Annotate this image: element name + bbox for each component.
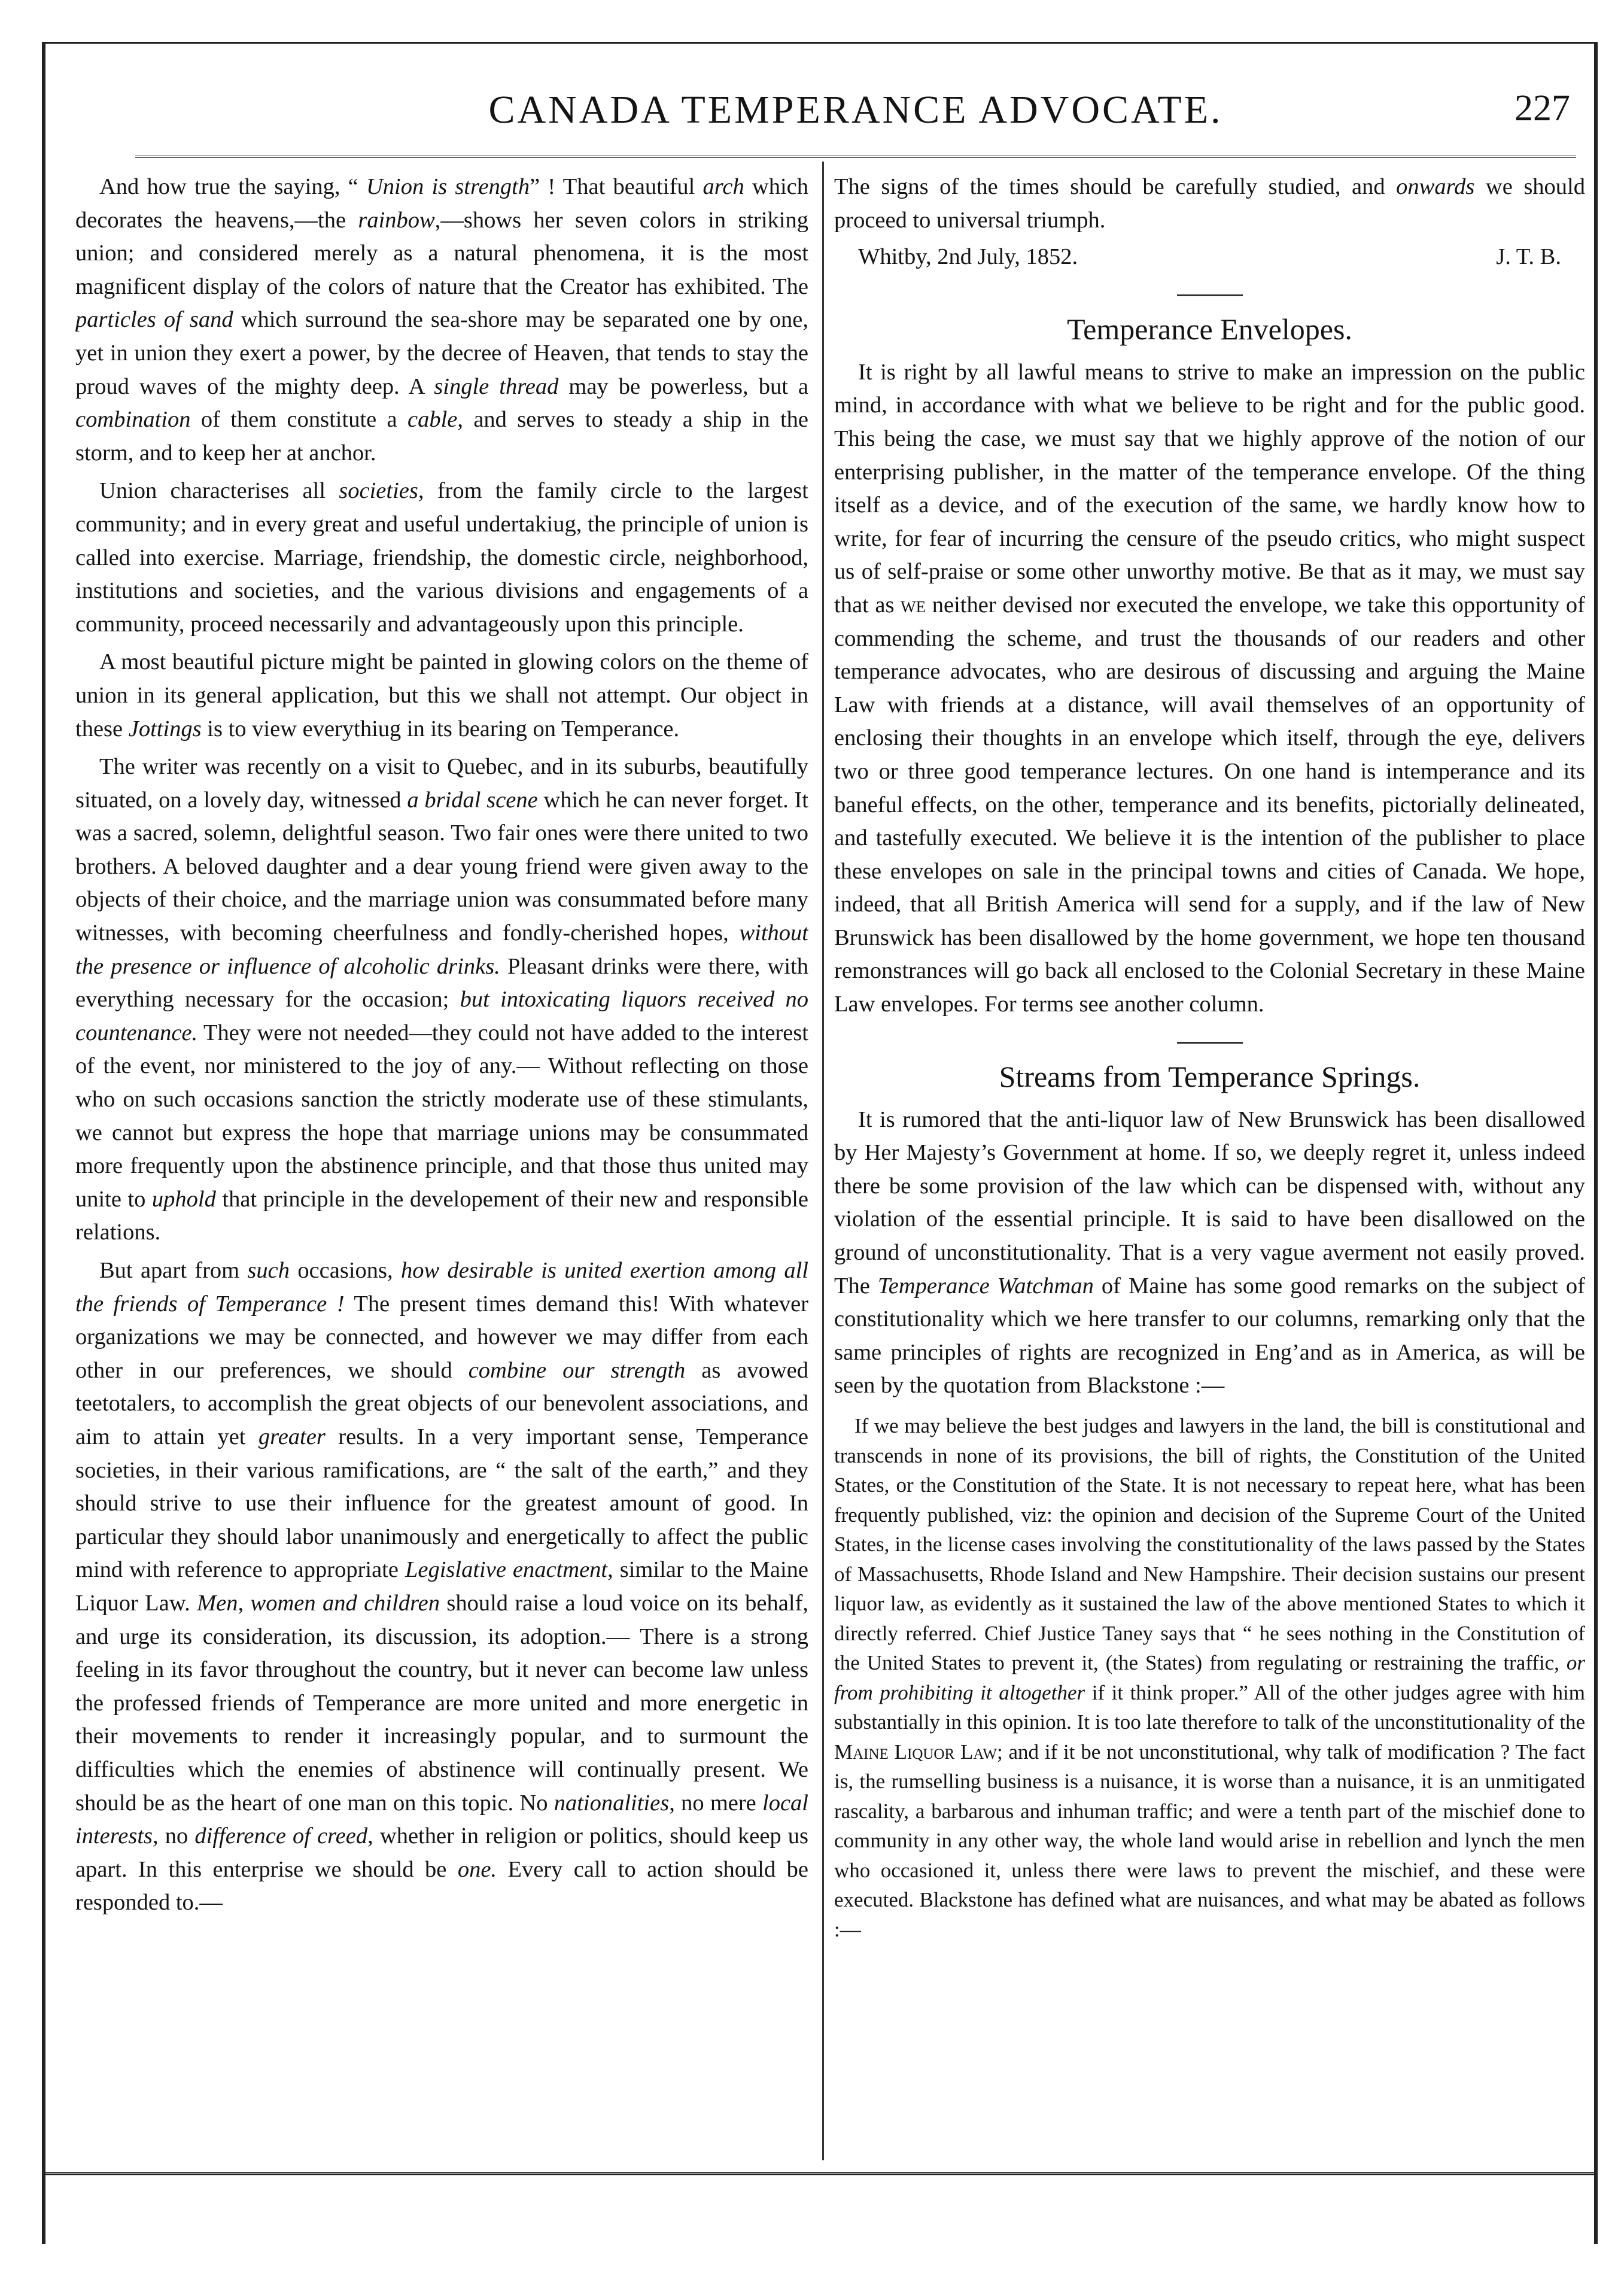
paragraph-picture: A most beautiful picture might be painted in glowing colors on the theme of union in its general application, but this we shall not attempt. Our object in these Jottings is to view everythiug in its bearing on Temperance. <box>75 649 808 741</box>
column-divider <box>822 162 824 2160</box>
bottom-border <box>45 2172 1594 2175</box>
page-header <box>135 84 1576 158</box>
section-divider <box>1177 1042 1243 1044</box>
masthead-title: CANADA TEMPERANCE ADVOCATE. <box>488 88 1223 132</box>
signature-place-date: Whitby, 2nd July, 1852. <box>858 244 1078 270</box>
paragraph-new-brunswick: It is rumored that the anti-liquor law of New Brunswick has been disallowed by Her Majesty’s Government at home. If so, we deeply regret it, unless indeed there be some provision of the law which can be dispensed with, without any violation of the essential principle. It is said to have been disallowed on the ground of unconstitutionality. That is a very vague averment not easily proved. The Temperance Watchman of Maine has some good remarks on the subject of constitutionality which we here transfer to our columns, remarking only that the same principles of rights are recognized in Eng’and as in America, as will be seen by the quotation from Blackstone :— <box>834 1106 1585 1399</box>
right-column <box>834 171 1585 2163</box>
signature-line <box>834 241 1585 274</box>
section-divider <box>1177 294 1243 296</box>
section-title-streams: Streams from Temperance Springs. <box>999 1059 1421 1093</box>
paragraph-societies: Union characterises all societies, from the family circle to the largest community; and in every great and useful undertakiug, the principle of union is called into exercise. Marriage, friendship, the domestic circle, neighborhood, institutions and societies, and the various divisions and engagements of a community, proceed necessarily and advantageously upon this principle. <box>75 478 808 637</box>
paragraph-union-strength: And how true the saying, “ Union is strength” ! That beautiful arch which decorates the heavens,—the rainbow,—shows her seven colors in striking union; and considered merely as a natural phenomena, it is the most magnificent display of the colors of nature that the Creator has exhibited. The particles of sand which surround the sea-shore may be separated one by one, yet in union they exert a power, by the decree of Heaven, that tends to stay the proud waves of the mighty deep. A single thread may be powerless, but a combination of them constitute a cable, and serves to steady a ship in the storm, and to keep her at anchor. <box>75 174 808 466</box>
section-title-envelopes: Temperance Envelopes. <box>1067 312 1352 346</box>
top-border <box>45 42 1594 44</box>
paragraph-united-exertion: But apart from such occasions, how desirable is united exertion among all the friends of Temperance ! The present times demand this! With whatever organizations we may be connected, and however we may differ from each other in our preferences, we should combine our strength as avowed teetotalers, to accomplish the great objects of our benevolent associations, and aim to attain yet greater results. In a very important sense, Temperance societies, in their various ramifications, are “ the salt of the earth,” and they should strive to use their influence for the greatest amount of good. In particular they should labor unanimously and energetically to affect the public mind with reference to appropriate Legislative enactment, similar to the Maine Liquor Law. Men, women and children should raise a loud voice on its behalf, and urge its consideration, its discussion, its adoption.— There is a strong feeling in its favor throughout the country, but it never can become law unless the professed friends of Temperance are more united and more energetic in their movements to render it increasingly popular, and to surmount the difficulties which the enemies of abstinence will continually present. We should be as the heart of one man on this topic. No nationalities, no mere local interests, no difference of creed, whether in religion or politics, should keep us apart. In this enterprise we should be one. Every call to action should be responded to.— <box>75 1258 808 1916</box>
paragraph-envelopes: It is right by all lawful means to strive to make an impression on the public mind, in accordance with what we believe to be right and for the public good. This being the case, we must say that we highly approve of the notion of our enterprising publisher, in the matter of the temperance envelope. Of the thing itself as a device, and of the execution of the same, we hardly know how to write, for fear of incurring the censure of the pseudo critics, who might suspect us of self-praise or some other unworthy motive. Be that as it may, we must say that as we neither devised nor executed the envelope, we take this opportunity of commending the scheme, and trust the thousands of our readers and other temperance advocates, who are desirous of discussing and arguing the Maine Law with friends at a distance, will avail themselves of an opportunity of enclosing their thoughts in an envelope which itself, through the eye, delivers two or three good temperance lectures. On one hand is intemperance and its baneful effects, on the other, temperance and its benefits, pictorially delineated, and tastefully executed. We believe it is the intention of the publisher to place these envelopes on sale in the principal towns and cities of Canada. We hope, indeed, that all British America will send for a supply, and if the law of New Brunswick has been disallowed by the home government, we hope ten thousand remonstrances will go back all enclosed to the Colonial Secretary in these Maine Law envelopes. For terms see another column. <box>834 359 1585 1017</box>
newspaper-page <box>42 42 1598 2244</box>
paragraph-signs-of-times: The signs of the times should be carefully studied, and onwards we should proceed to universal triumph. <box>834 174 1585 233</box>
paragraph-bridal-scene: The writer was recently on a visit to Quebec, and in its suburbs, beautifully situated, on a lovely day, witnessed a bridal scene which he can never forget. It was a sacred, solemn, delightful season. Two fair ones were there united to two brothers. A beloved daughter and a dear young friend were given away to the objects of their choice, and the marriage union was consummated before many witnesses, with becoming cheerfulness and fondly-cherished hopes, without the presence or influence of alcoholic drinks. Pleasant drinks were there, with everything necessary for the occasion; but intoxicating liquors received no countenance. They were not needed—they could not have added to the interest of the event, nor ministered to the joy of any.— Without reflecting on those who on such occasions sanction the strictly moderate use of these stimulants, we cannot but express the hope that marriage unions may be consummated more frequently upon the abstinence principle, and that those thus united may unite to uphold that principle in the developement of their new and responsible relations. <box>75 754 808 1245</box>
left-column <box>75 171 808 2163</box>
quoted-passage: If we may believe the best judges and lawyers in the land, the bill is constitutional and transcends in none of its provisions, the bill of rights, the Constitution of the United States, or the Constitution of the State. It is not necessary to repeat here, what has been frequently published, viz: the opinion and decision of the Supreme Court of the United States, in the license cases involving the constitutionality of the laws passed by the States of Massachusetts, Rhode Island and New Hampshire. Their decision sustains our present liquor law, as evidently as it sustained the law of the above mentioned States to which it directly referred. Chief Justice Taney says that “ he sees nothing in the Constitution of the United States to prevent it, (the States) from regulating or restraining the traffic, or from prohibiting it altogether if it think proper.” All of the other judges agree with him substantially in this opinion. It is too late therefore to talk of the unconstitutionality of the Maine Liquor Law; and if it be not unconstitutional, why talk of modification ? The fact is, the rumselling business is a nuisance, it is worse than a nuisance, it is an unmitigated rascality, a barbarous and inhuman traffic; and were a tenth part of the mischief done to community in any other way, the whole land would arise in rebellion and lynch the men who occasioned it, unless there were laws to prevent the mischief, and these were executed. Blackstone has defined what are nuisances, and what may be abated as follows :— <box>834 1414 1585 1941</box>
signature-initials: J. T. B. <box>1496 244 1561 270</box>
page-number: 227 <box>1514 88 1570 129</box>
